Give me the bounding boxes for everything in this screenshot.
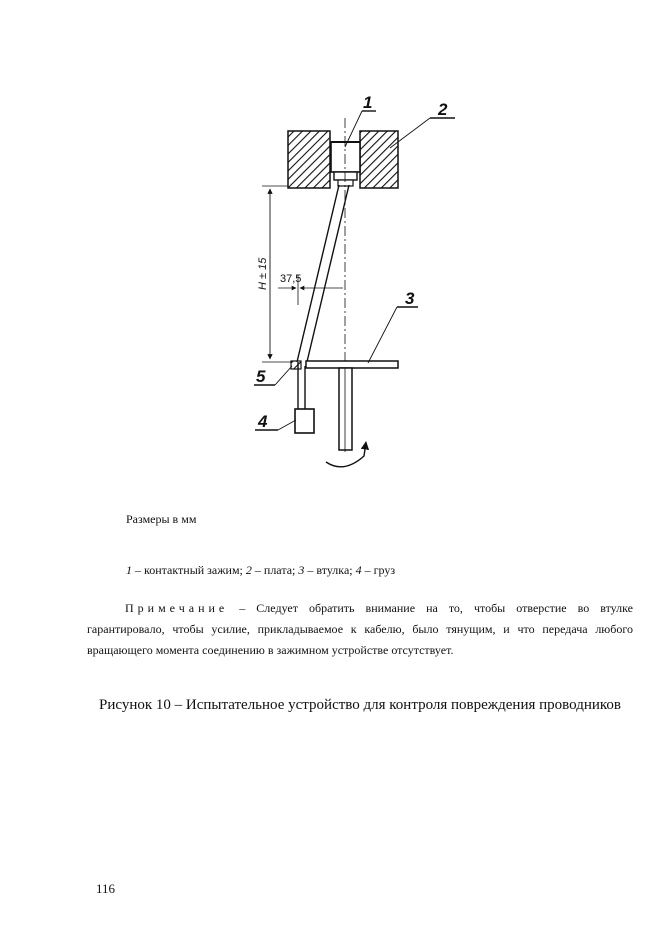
height-dim-label: H ± 15 — [257, 257, 269, 290]
svg-text:4: 4 — [258, 412, 268, 431]
legend-text-4: – груз — [361, 563, 396, 577]
legend-text-1: – контактный зажим; — [132, 563, 246, 577]
figure-caption: Рисунок 10 – Испытательное устройство для контроля повреждения проводников — [98, 697, 621, 713]
contact-clamp — [331, 142, 360, 186]
legend-num-3: 3 — [298, 563, 305, 577]
figure-legend — [126, 563, 395, 578]
units-note: Размеры в мм — [126, 512, 197, 526]
offset-dim-label: 37,5 — [280, 273, 302, 285]
weight — [295, 409, 314, 433]
legend-text-2: – плата; — [251, 563, 299, 577]
svg-text:3: 3 — [405, 289, 415, 308]
bushing — [306, 361, 398, 450]
page-number: 116 — [96, 881, 116, 896]
callout-5 — [254, 366, 292, 386]
legend-text-3: – втулка; — [304, 563, 356, 577]
legend-num-4: 4 — [355, 563, 362, 577]
svg-text:1: 1 — [363, 93, 373, 112]
callout-4 — [255, 412, 296, 431]
callout-2 — [390, 100, 455, 148]
note-heading: Примечание — [125, 601, 229, 615]
legend-num-1: 1 — [126, 563, 132, 577]
legend-num-2: 2 — [245, 563, 252, 577]
support-piece — [291, 361, 301, 369]
note-paragraph — [87, 598, 633, 661]
callout-3 — [368, 289, 418, 363]
svg-text:5: 5 — [256, 367, 266, 386]
note-body: – Следует обратить внимание на то, чтобы отверстие во втулке гарантировало, чтобы усилие, прикладываемое к кабелю, было тянущим, и что передача любого вращающего момента соединению в зажимном устройстве отсутствует. — [87, 601, 633, 657]
svg-text:2: 2 — [438, 100, 448, 119]
